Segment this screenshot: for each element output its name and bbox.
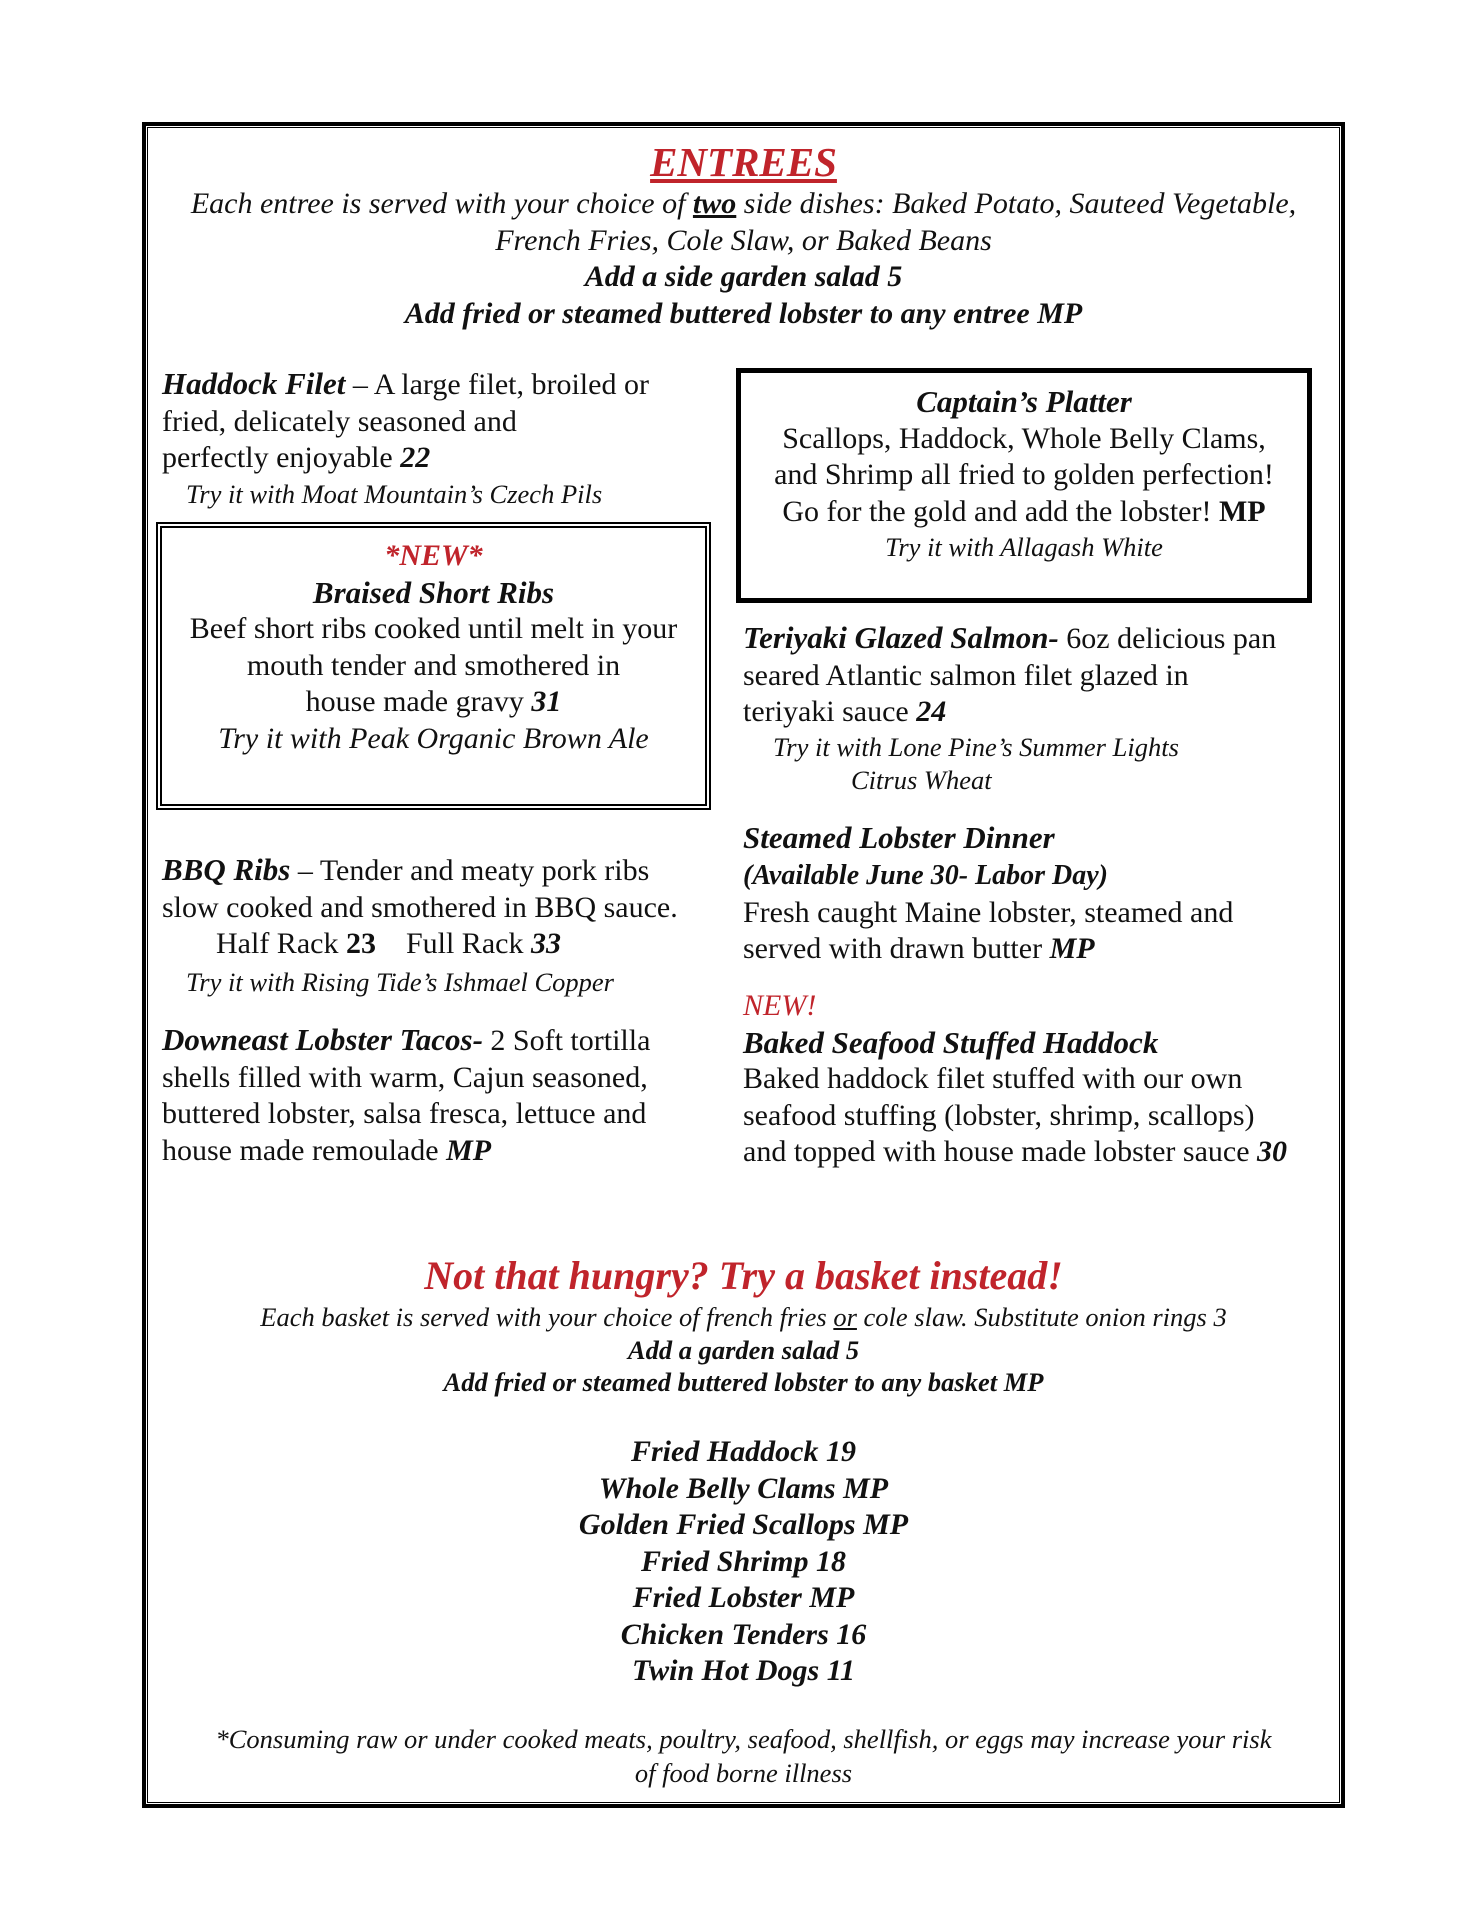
beer-pairing: Try it with Peak Organic Brown Ale xyxy=(218,721,649,755)
item-name: Teriyaki Glazed Salmon- xyxy=(743,620,1059,655)
item-price: 22 xyxy=(400,441,431,474)
basket-item: Golden Fried Scallops MP xyxy=(578,1508,909,1541)
item-captains-platter: Captain’s Platter Scallops, Haddock, Whole Belly Clams, and Shrimp all fried to golden perfection! Go for the gold and add the lobster! MP Try it with Allagash White xyxy=(744,384,1304,564)
item-price: MP xyxy=(446,1133,492,1167)
basket-item: Chicken Tenders 16 xyxy=(620,1617,867,1651)
beer-pairing: Try it with Allagash White xyxy=(885,532,1163,562)
item-name: Haddock Filet xyxy=(162,366,346,401)
item-teriyaki-salmon: Teriyaki Glazed Salmon- 6oz delicious pan seared Atlantic salmon filet glazed in teriyaki sauce 24 Try it with Lone Pine’s Summer Lights Citrus Wheat xyxy=(743,620,1333,797)
item-steamed-lobster-dinner: Steamed Lobster Dinner (Available June 30- Labor Day) Fresh caught Maine lobster, steamed and served with drawn butter MP xyxy=(743,818,1333,968)
intro-emphasis: two xyxy=(692,187,737,220)
item-price: 24 xyxy=(916,695,947,728)
half-rack-price: 23 xyxy=(345,927,376,960)
item-price: MP xyxy=(1049,932,1095,965)
item-name: Captain’s Platter xyxy=(916,384,1132,419)
item-haddock-filet: Haddock Filet – A large filet, broiled or fried, delicately seasoned and perfectly enjoyable 22 Try it with Moat Mountain’s Czech Pils xyxy=(162,366,707,511)
item-name: Downeast Lobster Tacos- xyxy=(162,1022,483,1057)
basket-item: Twin Hot Dogs 11 xyxy=(631,1654,856,1687)
item-name: Braised Short Ribs xyxy=(312,574,555,610)
item-price: 31 xyxy=(531,685,562,718)
entree-intro xyxy=(147,186,1340,332)
basket-item: Fried Haddock 19 xyxy=(631,1435,856,1468)
availability-note: (Available June 30- Labor Day) xyxy=(743,860,1108,891)
item-braised-short-ribs: *NEW* Braised Short Ribs Beef short ribs cooked until melt in your mouth tender and smothered in house made gravy 31 Try it with Peak Organic Brown Ale xyxy=(160,538,707,757)
intro-line-2: French Fries, Cole Slaw, or Baked Beans xyxy=(495,223,992,257)
new-badge: NEW! xyxy=(743,989,817,1022)
basket-list xyxy=(147,1434,1340,1690)
item-name: BBQ Ribs xyxy=(162,852,291,887)
basket-item: Fried Lobster MP xyxy=(632,1581,855,1614)
addon-salad: Add a side garden salad 5 xyxy=(584,260,903,293)
intro-line-1: Each entree is served with your choice of two side dishes: Baked Potato, Sauteed Vegetable, xyxy=(190,187,1297,220)
basket-addon-salad: Add a garden salad 5 xyxy=(627,1335,860,1365)
baskets-title: Not that hungry? Try a basket instead! xyxy=(424,1253,1063,1298)
item-name: Baked Seafood Stuffed Haddock xyxy=(743,1024,1159,1060)
beer-pairing-cont: Citrus Wheat xyxy=(851,764,992,795)
item-price: MP xyxy=(1218,494,1266,528)
item-lobster-tacos: Downeast Lobster Tacos- 2 Soft tortilla shells filled with warm, Cajun seasoned, buttered lobster, salsa fresca, lettuce and house made remoulade MP xyxy=(162,1022,651,1167)
full-rack-price: 33 xyxy=(530,927,561,960)
basket-addon-lobster: Add fried or steamed buttered lobster to any basket MP xyxy=(443,1367,1044,1397)
page-title: ENTREES xyxy=(650,139,837,185)
basket-item: Whole Belly Clams MP xyxy=(598,1471,889,1505)
baskets-intro: Each basket is served with your choice of french fries or cole slaw. Substitute onion rings 3 Add a garden salad 5 Add fried or steamed buttered lobster to any basket MP xyxy=(147,1300,1340,1398)
new-badge: *NEW* xyxy=(384,539,483,572)
beer-pairing: Try it with Lone Pine’s Summer Lights xyxy=(773,731,1179,762)
intro-or: or xyxy=(833,1302,857,1332)
item-seafood-stuffed-haddock: NEW! Baked Seafood Stuffed Haddock Baked haddock filet stuffed with our own seafood stuffing (lobster, shrimp, scallops) and topped with house made lobster sauce 30 xyxy=(743,988,1333,1171)
basket-item: Fried Shrimp 18 xyxy=(640,1544,847,1578)
beer-pairing: Try it with Rising Tide’s Ishmael Copper xyxy=(186,966,614,997)
item-name: Steamed Lobster Dinner xyxy=(743,820,1055,855)
food-safety-disclaimer: *Consuming raw or under cooked meats, poultry, seafood, shellfish, or eggs may increase your risk of food borne illness xyxy=(215,1724,1272,1788)
beer-pairing: Try it with Moat Mountain’s Czech Pils xyxy=(186,478,603,509)
item-price: 30 xyxy=(1257,1135,1288,1168)
addon-lobster: Add fried or steamed buttered lobster to any entree MP xyxy=(404,296,1083,330)
item-bbq-ribs: BBQ Ribs – Tender and meaty pork ribs slow cooked and smothered in BBQ sauce. Half Rack 23 Full Rack 33 Try it with Rising Tide’s Ishmael Copper xyxy=(162,852,707,999)
